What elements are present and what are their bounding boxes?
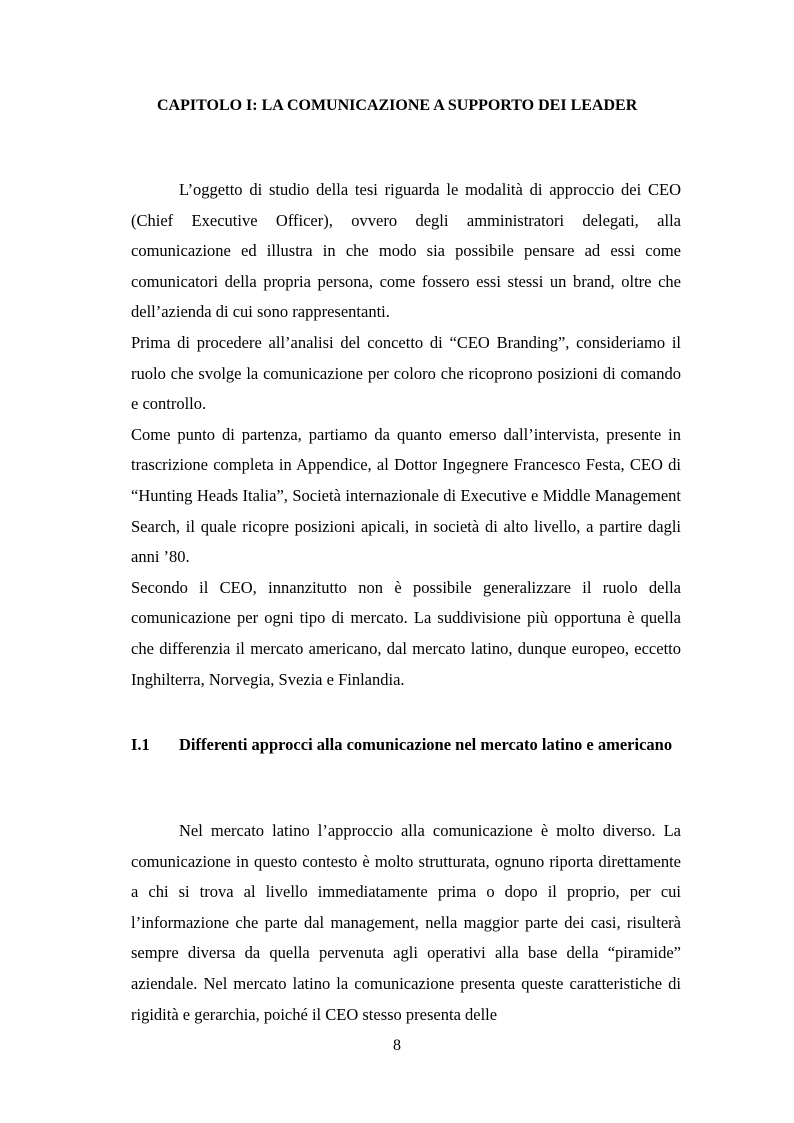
intro-paragraph: Prima di procedere all’analisi del concetto di “CEO Branding”, consideriamo il ruolo che svolge la comunicazione per coloro che ricoprono posizioni di comando e controllo. [131, 332, 681, 414]
page-number: 8 [393, 1037, 401, 1054]
section-paragraph: Nel mercato latino l’approccio alla comunicazione è molto diverso. La comunicazione in questo contesto è molto strutturata, ognuno riporta direttamente a chi si trova al livello immediatamente prima o dopo il proprio, per cui l’informazione che parte dal management, nella maggior parte dei casi, risulterà sempre diversa da quella pervenuta agli operativi alla base della “piramide” aziendale. Nel mercato latino la comunicazione presenta queste caratteristiche di rigidità e gerarchia, poiché il CEO stesso presenta delle [131, 821, 681, 1024]
intro-paragraph: Come punto di partenza, partiamo da quanto emerso dall’intervista, presente in trascrizione completa in Appendice, al Dottor Ingegnere Francesco Festa, CEO di “Hunting Heads Italia”, Società internazionale di Executive e Middle Management Search, il quale ricopre posizioni apicali, in società di alto livello, a partire dagli anni ’80. [131, 424, 681, 567]
section-number: I.1 [131, 735, 150, 754]
intro-paragraph: L’oggetto di studio della tesi riguarda le modalità di approccio dei CEO (Chief Executive Officer), ovvero degli amministratori delegati, alla comunicazione ed illustra in che modo sia possibile pensare ad essi come comunicatori della propria persona, come fossero essi stessi un brand, oltre che dell’azienda di cui sono rappresentanti. [131, 180, 681, 322]
chapter-title: CAPITOLO I: LA COMUNICAZIONE A SUPPORTO DEI LEADER [157, 97, 638, 114]
intro-paragraph: Secondo il CEO, innanzitutto non è possibile generalizzare il ruolo della comunicazione per ogni tipo di mercato. La suddivisione più opportuna è quella che differenzia il mercato americano, dal mercato latino, dunque europeo, eccetto Inghilterra, Norvegia, Svezia e Finlandia. [131, 577, 681, 689]
section-text [131, 816, 681, 1030]
section-title: Differenti approcci alla comunicazione nel mercato latino e americano [179, 735, 673, 754]
intro-text [131, 175, 681, 695]
section-heading [131, 730, 681, 761]
